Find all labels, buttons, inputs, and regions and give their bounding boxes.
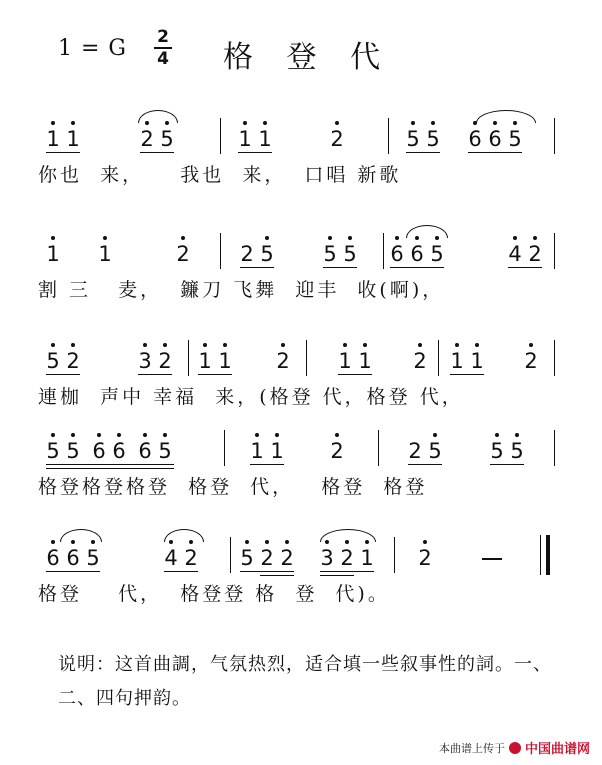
note: 6 <box>488 127 502 151</box>
site-logo-icon <box>509 742 521 754</box>
underline <box>508 267 542 268</box>
note: 1 <box>450 349 464 373</box>
lyric-line: 你也 来， 我也 来， 口唱 新歌 <box>38 164 402 186</box>
double-underline <box>320 575 354 576</box>
note: 2 <box>413 349 427 373</box>
note: 6 <box>46 546 60 570</box>
note: 6 <box>390 242 404 266</box>
note: 2 <box>330 127 344 151</box>
lyric-line: 格登 代， 格登登 格 登 代)。 <box>38 583 390 605</box>
slur <box>476 110 536 123</box>
underline <box>240 571 294 572</box>
score-system-2 <box>38 223 568 305</box>
score-system-3 <box>38 330 568 412</box>
note: 5 <box>343 242 357 266</box>
underline <box>390 267 444 268</box>
note: 6 <box>112 439 126 463</box>
barline <box>188 340 189 376</box>
note: 2 <box>418 546 432 570</box>
note: 1 <box>258 127 272 151</box>
underline <box>46 374 80 375</box>
notation-row <box>38 330 568 382</box>
sustain-dash <box>482 558 502 560</box>
note: 5 <box>158 439 172 463</box>
note: 1 <box>46 127 60 151</box>
barline <box>224 430 225 466</box>
note: 6 <box>410 242 424 266</box>
underline <box>46 464 174 465</box>
footer-text: 本曲谱上传于 <box>438 741 505 755</box>
note: 1 <box>270 439 284 463</box>
double-underline <box>260 575 294 576</box>
note: 5 <box>160 127 174 151</box>
barline <box>394 537 395 573</box>
note: 2 <box>240 242 254 266</box>
score-system-1 <box>38 108 568 190</box>
note: 1 <box>338 349 352 373</box>
note: 1 <box>238 127 252 151</box>
underline <box>323 267 357 268</box>
note: 6 <box>66 546 80 570</box>
barline <box>438 340 439 376</box>
note: 5 <box>46 349 60 373</box>
underline <box>406 152 440 153</box>
note: 1 <box>198 349 212 373</box>
note: 2 <box>66 349 80 373</box>
underline <box>238 152 272 153</box>
note: 5 <box>260 242 274 266</box>
slur <box>406 225 448 238</box>
underline <box>468 152 522 153</box>
meter-top: 2 <box>157 27 169 47</box>
note: 5 <box>323 242 337 266</box>
footer-credit <box>439 738 590 757</box>
barline <box>554 233 555 269</box>
note: 4 <box>508 242 522 266</box>
underline <box>408 464 442 465</box>
barline <box>378 430 379 466</box>
underline <box>46 571 100 572</box>
note: 2 <box>184 546 198 570</box>
site-name[interactable]: 中国曲谱网 <box>524 742 590 757</box>
note: 4 <box>164 546 178 570</box>
note: 2 <box>260 546 274 570</box>
note: 5 <box>510 439 524 463</box>
lyric-line: 連枷 声中 幸福 来，(格登 代，格登 代， <box>38 386 464 408</box>
note: 2 <box>330 439 344 463</box>
note: 3 <box>320 546 334 570</box>
note: 5 <box>66 439 80 463</box>
note: 2 <box>340 546 354 570</box>
note: 5 <box>490 439 504 463</box>
note: 6 <box>138 439 152 463</box>
note: 5 <box>428 439 442 463</box>
underline <box>138 374 172 375</box>
underline <box>140 152 174 153</box>
note: 5 <box>86 546 100 570</box>
note: 5 <box>508 127 522 151</box>
score-header <box>58 27 538 80</box>
note: 5 <box>430 242 444 266</box>
note: 2 <box>524 349 538 373</box>
barline <box>230 537 231 573</box>
note: 3 <box>138 349 152 373</box>
underline <box>450 374 484 375</box>
slur <box>138 110 178 123</box>
barline <box>306 340 307 376</box>
barline <box>554 430 555 466</box>
underline <box>240 267 274 268</box>
note: 2 <box>158 349 172 373</box>
note: 1 <box>358 349 372 373</box>
lyric-line: 格登格登格登 格登 代， 格登 格登 <box>38 476 428 498</box>
slur <box>60 529 102 542</box>
underline <box>46 152 80 153</box>
notation-row <box>38 420 568 472</box>
barline <box>220 118 221 154</box>
underline <box>490 464 524 465</box>
song-title: 格 登 代 <box>223 40 393 75</box>
notation-row <box>38 108 568 160</box>
explanation-text: 说明：这首曲調，气氛热烈，适合填一些叙事性的詞。一、二、四句押韵。 <box>58 654 552 709</box>
note: 1 <box>218 349 232 373</box>
notation-row <box>38 527 568 579</box>
score-system-5 <box>38 527 568 609</box>
note: 5 <box>426 127 440 151</box>
note: 6 <box>468 127 482 151</box>
note: 2 <box>140 127 154 151</box>
underline <box>250 464 284 465</box>
note: 1 <box>250 439 264 463</box>
score-system-4 <box>38 420 568 502</box>
note: 1 <box>470 349 484 373</box>
key-signature: 1 = G <box>58 36 127 61</box>
note: 2 <box>408 439 422 463</box>
double-underline <box>46 468 174 469</box>
notation-row <box>38 223 568 275</box>
note: 1 <box>66 127 80 151</box>
note: 5 <box>240 546 254 570</box>
barline <box>383 233 384 269</box>
note: 6 <box>92 439 106 463</box>
note: 5 <box>406 127 420 151</box>
underline <box>198 374 232 375</box>
lyric-line: 割 三 麦， 鐮刀 飞舞 迎丰 收(啊)， <box>38 279 445 301</box>
underline <box>164 571 198 572</box>
underline <box>320 571 374 572</box>
note: 1 <box>46 242 60 266</box>
note: 2 <box>528 242 542 266</box>
note: 1 <box>360 546 374 570</box>
time-signature <box>154 28 172 68</box>
barline <box>554 118 555 154</box>
final-barline <box>540 535 551 575</box>
underline <box>338 374 372 375</box>
note: 1 <box>98 242 112 266</box>
note: 2 <box>276 349 290 373</box>
note: 2 <box>176 242 190 266</box>
barline <box>388 118 389 154</box>
note: 5 <box>46 439 60 463</box>
barline <box>554 340 555 376</box>
meter-bottom: 4 <box>157 49 169 69</box>
note: 2 <box>280 546 294 570</box>
barline <box>220 233 221 269</box>
